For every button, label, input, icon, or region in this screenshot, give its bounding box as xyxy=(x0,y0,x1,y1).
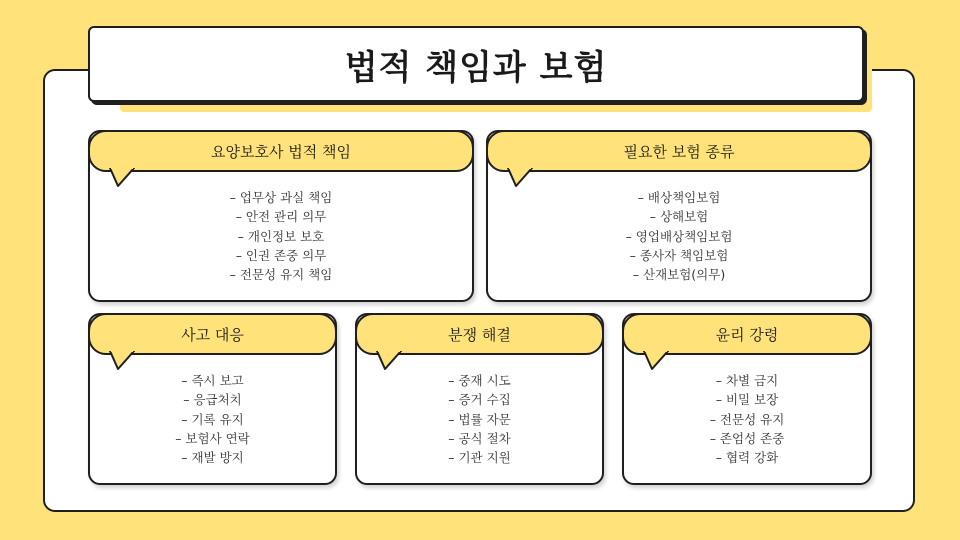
list-item: – 개인정보 보호 xyxy=(237,228,325,244)
card-code-of-ethics xyxy=(622,313,872,485)
card-header xyxy=(88,130,474,172)
list-item: – 기록 유지 xyxy=(181,411,244,427)
list-item: – 비밀 보장 xyxy=(715,392,779,408)
list-item: – 공식 절차 xyxy=(448,430,511,446)
title-banner xyxy=(88,26,864,102)
card-heading: 요양보호사 법적 책임 xyxy=(211,142,351,161)
list-item: – 증거 수집 xyxy=(448,392,511,408)
card-legal-responsibility xyxy=(88,130,474,302)
card-header xyxy=(622,313,872,355)
list-item: – 종사자 책임보험 xyxy=(629,247,729,263)
card-header xyxy=(88,313,337,355)
list-item: – 인권 존중 의무 xyxy=(235,247,327,263)
card-accident-response xyxy=(88,313,337,485)
card-dispute-resolution xyxy=(355,313,604,485)
list-item: – 응급처치 xyxy=(183,392,242,408)
item-list xyxy=(624,371,870,467)
item-list xyxy=(357,371,602,467)
item-list xyxy=(90,188,472,284)
card-heading: 필요한 보험 종류 xyxy=(623,142,735,161)
card-heading: 윤리 강령 xyxy=(715,325,779,344)
list-item: – 중재 시도 xyxy=(448,373,511,388)
list-item: – 존엄성 존중 xyxy=(709,430,785,446)
list-item: – 배상책임보험 xyxy=(637,190,721,205)
list-item: – 업무상 과실 책임 xyxy=(229,190,333,205)
list-item: – 상해보험 xyxy=(649,209,709,225)
list-item: – 즉시 보고 xyxy=(181,373,244,388)
list-item: – 보험사 연락 xyxy=(175,430,250,446)
list-item: – 차별 금지 xyxy=(715,373,779,388)
item-list xyxy=(488,188,870,284)
list-item: – 전문성 유지 xyxy=(709,411,785,427)
list-item: – 협력 강화 xyxy=(715,450,779,466)
list-item: – 기관 지원 xyxy=(448,450,511,466)
card-heading: 사고 대응 xyxy=(181,325,244,344)
list-item: – 산재보험(의무) xyxy=(632,267,726,283)
list-item: – 재발 방지 xyxy=(181,450,244,466)
list-item: – 법률 자문 xyxy=(448,411,511,427)
item-list xyxy=(90,371,335,467)
list-item: – 안전 관리 의무 xyxy=(235,209,327,225)
card-header xyxy=(355,313,604,355)
card-heading: 분쟁 해결 xyxy=(448,325,511,344)
card-insurance-types xyxy=(486,130,872,302)
list-item: – 전문성 유지 책임 xyxy=(229,267,333,283)
page-title: 법적 책임과 보험 xyxy=(344,47,608,88)
list-item: – 영업배상책임보험 xyxy=(625,228,733,244)
card-header xyxy=(486,130,872,172)
